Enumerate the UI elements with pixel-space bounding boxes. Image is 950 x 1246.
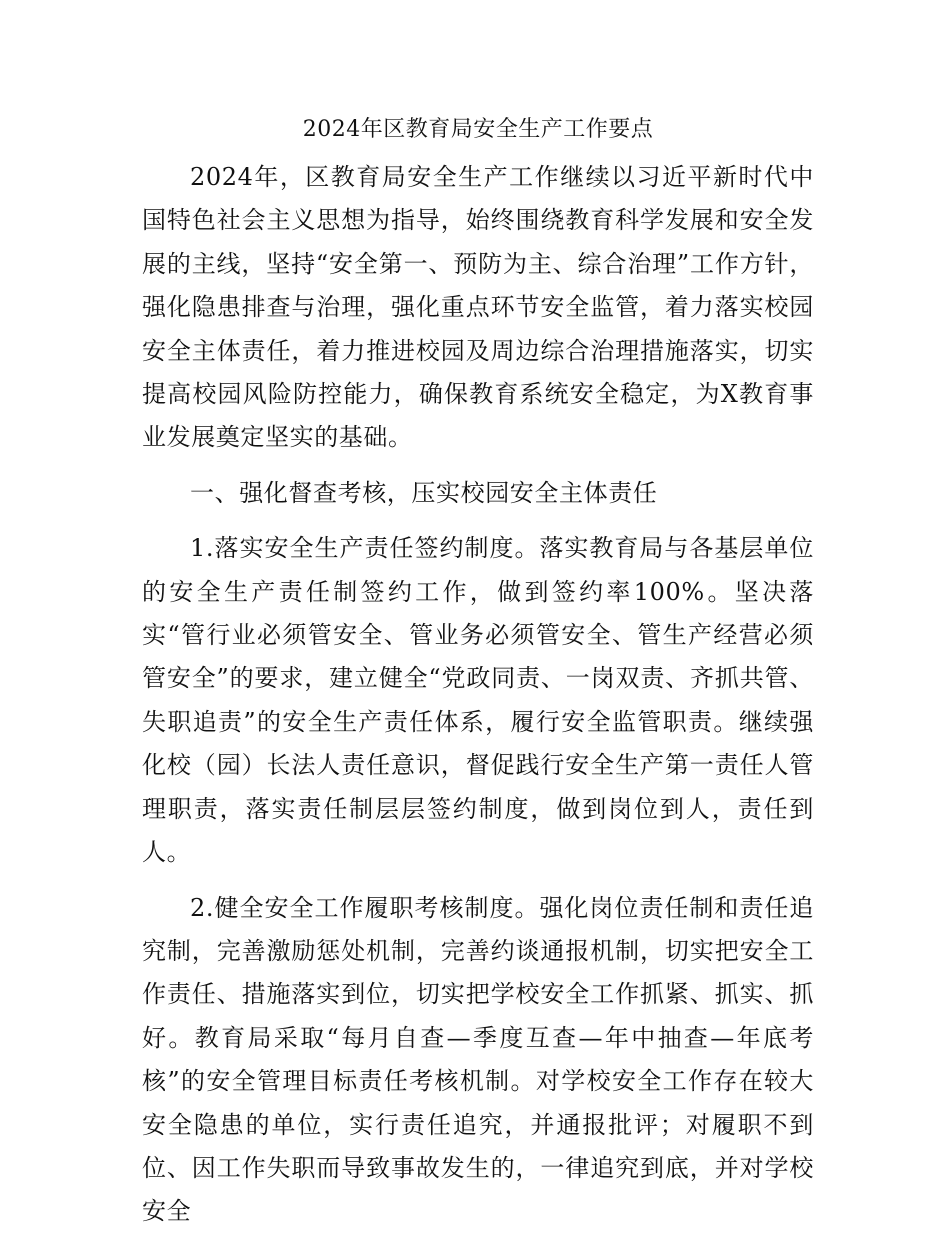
item-paragraph-2: 2.健全安全工作履职考核制度。强化岗位责任制和责任追究制，完善激励惩处机制，完善约谈通报机制，切实把安全工作责任、措施落实到位，切实把学校安全工作抓紧、抓实、抓好。教育局采取“每月自查—季度互查—年中抽查—年底考核”的安全管理目标责任考核机制。对学校安全工作存在较大安全隐患的单位，实行责任追究，并通报批评；对履职不到位、因工作失职而导致事故发生的，一律追究到底，并对学校安全 xyxy=(142,893,814,1226)
document-body xyxy=(142,104,814,1246)
document-title: 2024年区教育局安全生产工作要点 xyxy=(302,117,654,142)
section-heading-1: 一、强化督查考核，压实校园安全主体责任 xyxy=(190,478,658,507)
item-paragraph-1: 1.落实安全生产责任签约制度。落实教育局与各基层单位的安全生产责任制签约工作，做到签约率100%。坚决落实“管行业必须管安全、管业务必须管安全、管生产经营必须管安全”的要求，建立健全“党政同责、一岗双责、齐抓共管、失职追责”的安全生产责任体系，履行安全监管职责。继续强化校（园）长法人责任意识，督促践行安全生产第一责任人管理职责，落实责任制层层签约制度，做到岗位到人，责任到人。 xyxy=(142,534,814,867)
intro-paragraph: 2024年，区教育局安全生产工作继续以习近平新时代中国特色社会主义思想为指导，始终围绕教育科学发展和安全发展的主线，坚持“安全第一、预防为主、综合治理”工作方针，强化隐患排查与治理，强化重点环节安全监管，着力落实校园安全主体责任，着力推进校园及周边综合治理措施落实，切实提高校园风险防控能力，确保教育系统安全稳定，为X教育事业发展奠定坚实的基础。 xyxy=(142,163,814,452)
